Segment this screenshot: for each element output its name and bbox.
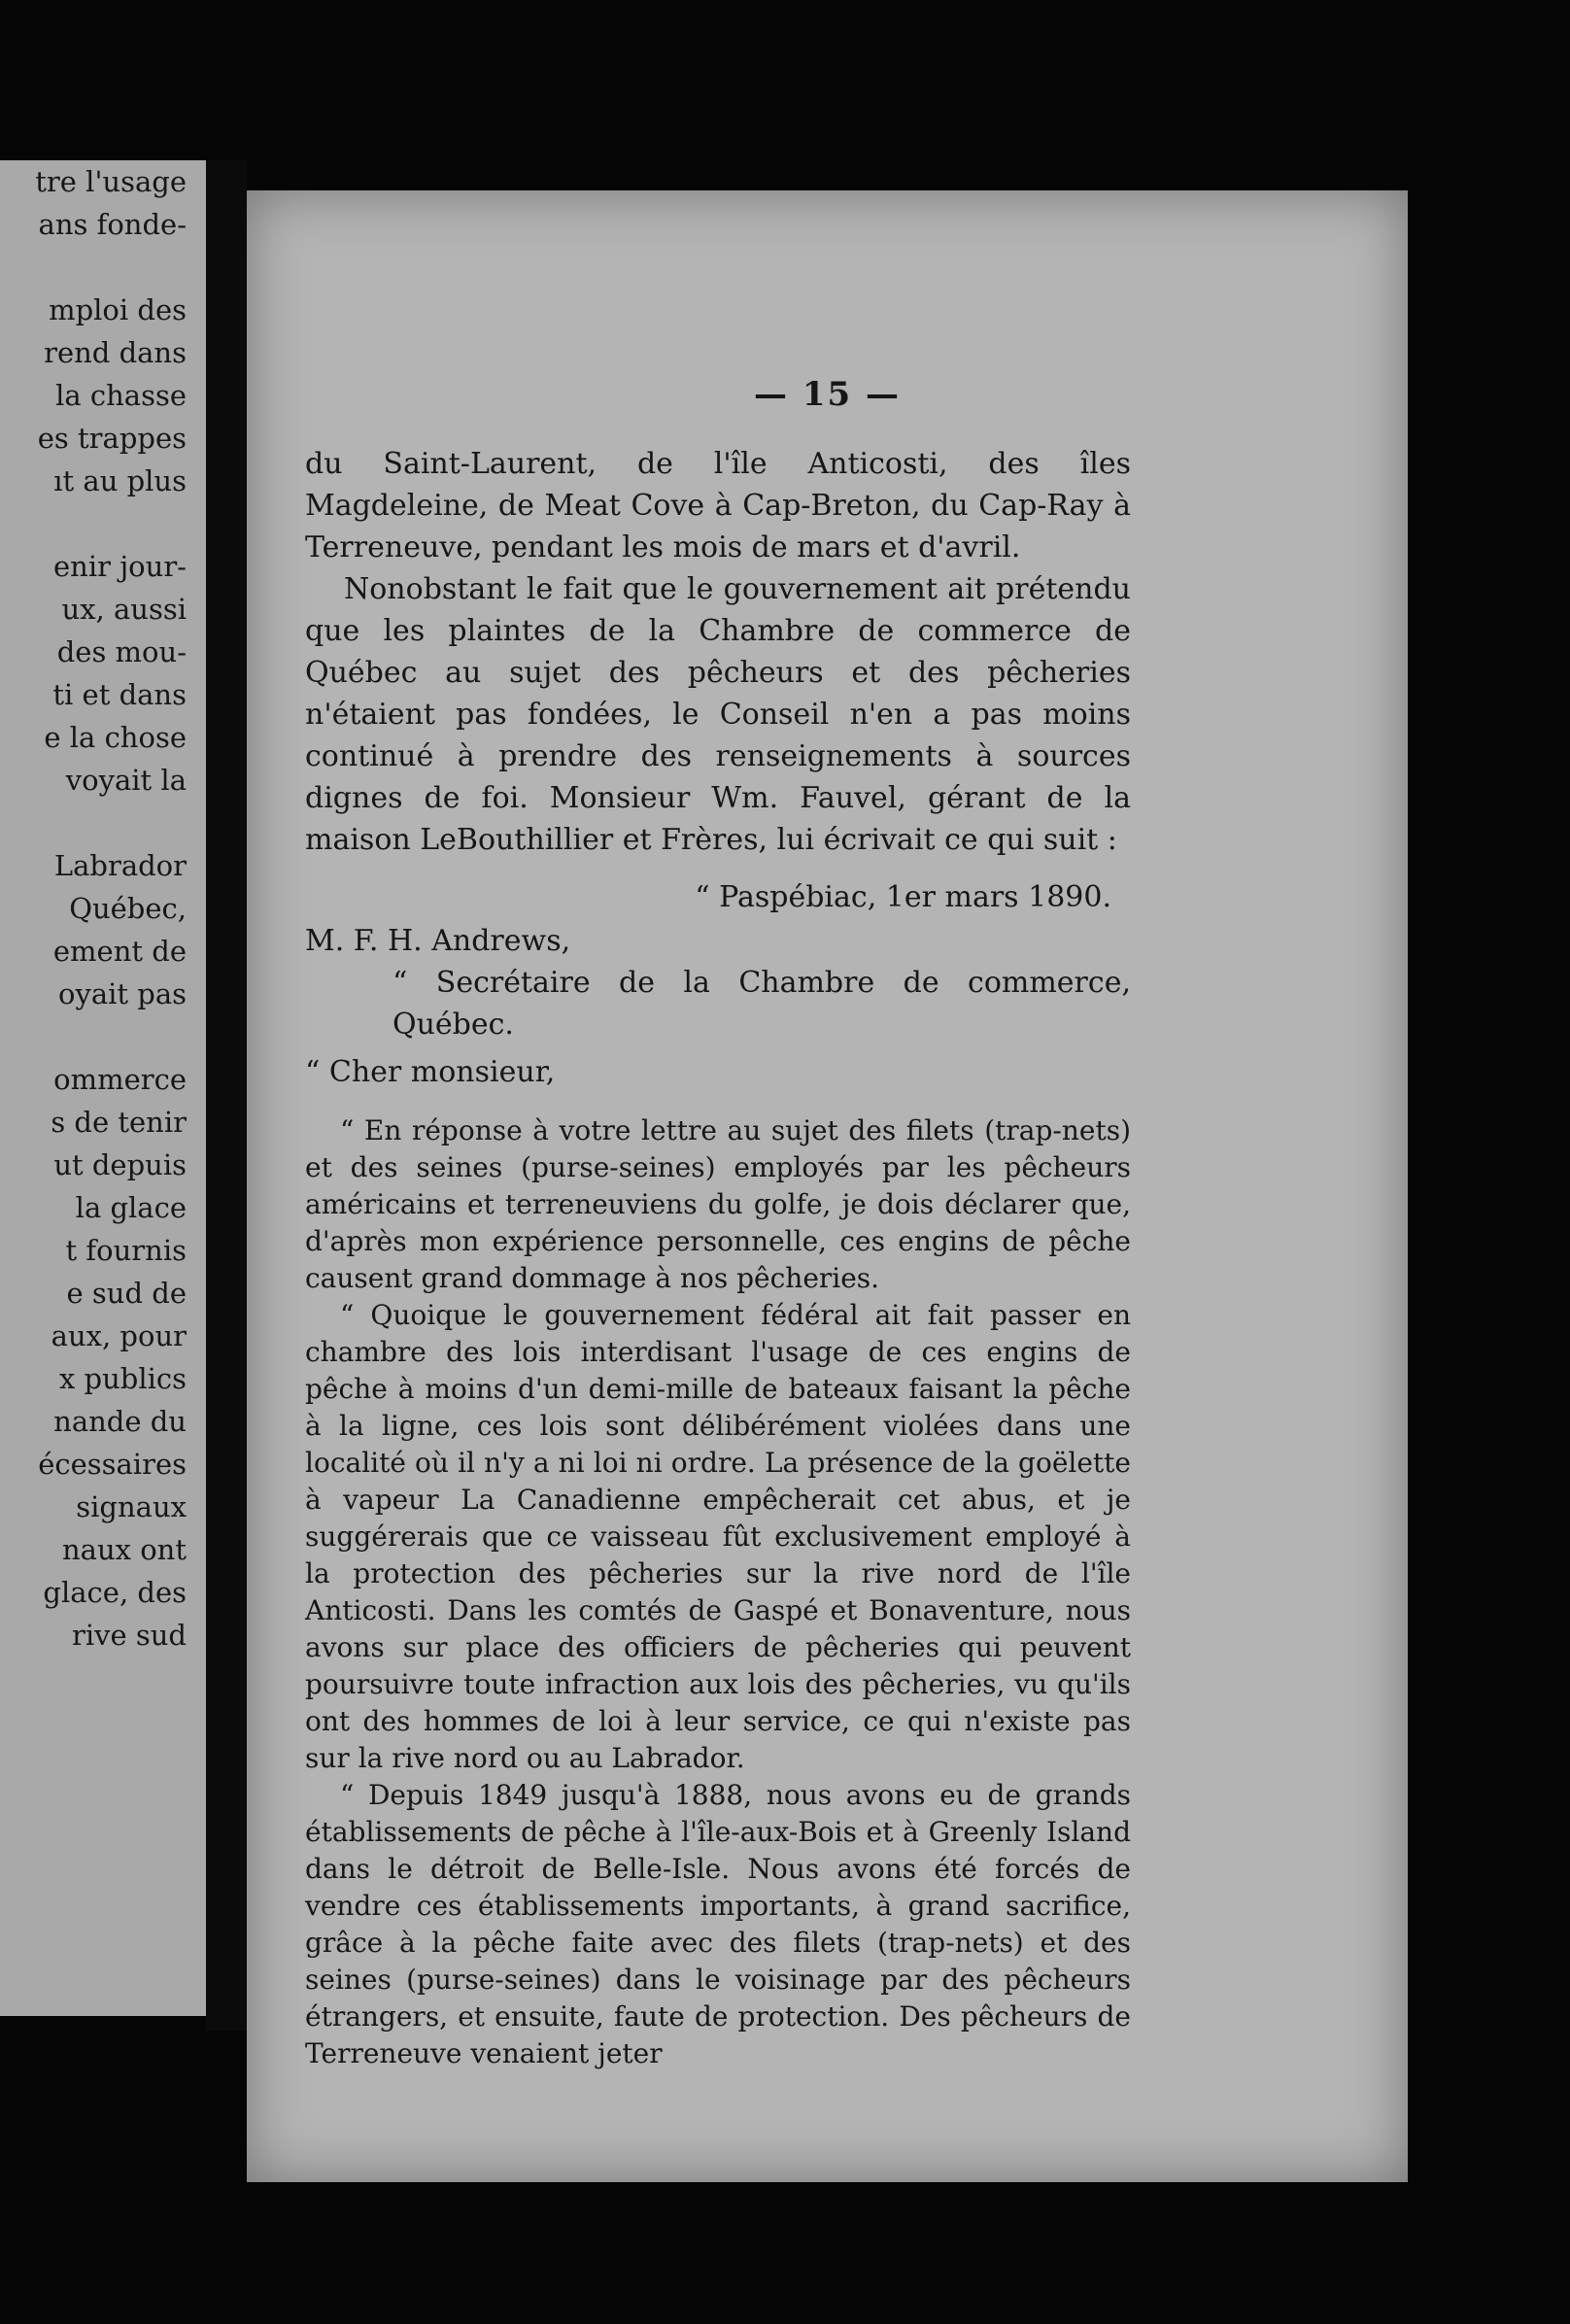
page-gutter	[206, 160, 247, 2031]
letter-addressee: M. F. H. Andrews,	[305, 924, 571, 958]
previous-page-gap	[0, 1015, 187, 1058]
previous-page-line: enir jour-	[53, 550, 187, 583]
previous-page-line: nande du	[53, 1405, 187, 1438]
previous-page-line: e sud de	[66, 1277, 187, 1310]
previous-page-line: ux, aussi	[61, 593, 187, 626]
previous-page-line: rend dans	[44, 336, 187, 369]
previous-page-gap	[0, 246, 187, 289]
previous-page-line: signaux	[76, 1490, 187, 1523]
previous-page-fragment	[0, 160, 206, 2016]
previous-page-line: la chasse	[55, 379, 187, 412]
page	[247, 190, 1408, 2182]
previous-page-line: voyait la	[65, 764, 187, 797]
previous-page-line: s de tenir	[51, 1106, 187, 1139]
previous-page-line: x publics	[58, 1362, 187, 1395]
previous-page-line: es trappes	[37, 422, 187, 455]
previous-page-line: rive sud	[71, 1619, 187, 1652]
previous-page-line: naux ont	[61, 1533, 187, 1566]
previous-page-line: ommerce	[53, 1063, 187, 1096]
page-body	[305, 443, 1131, 2072]
previous-page-line: tre l'usage	[35, 165, 187, 198]
previous-page-line: ans fonde-	[38, 208, 187, 241]
previous-page-line: ti et dans	[52, 678, 187, 711]
previous-page-line: ut depuis	[53, 1148, 187, 1181]
previous-page-line: oyait pas	[57, 977, 187, 1010]
paragraph: Nonobstant le fait que le gouvernement ait prétendu que les plaintes de la Chambre de commerce de Québec au sujet des pêcheurs et des pêcheries n'étaient pas fondées, le Conseil n'en a pas moins continué à prendre des renseignements à sources dignes de foi. Monsieur Wm. Fauvel, gérant de la maison LeBouthillier et Frères, lui écrivait ce qui suit :	[305, 572, 1131, 857]
previous-page-line: ement de	[52, 935, 187, 968]
letter-salutation: “ Cher monsieur,	[305, 1055, 556, 1089]
previous-page-line: e la chose	[44, 721, 187, 754]
previous-page-line: ıt au plus	[53, 464, 187, 497]
previous-page-line: Labrador	[53, 849, 187, 882]
previous-page-line: aux, pour	[51, 1319, 187, 1352]
previous-page-text	[0, 160, 187, 1657]
previous-page-line: la glace	[75, 1191, 187, 1224]
previous-page-line: des mou-	[56, 635, 187, 668]
previous-page-line: Québec,	[69, 892, 187, 925]
letter-dateline: “ Paspébiac, 1er mars 1890.	[695, 880, 1111, 914]
page-number: — 15 —	[754, 375, 901, 414]
previous-page-line: t fournis	[65, 1234, 187, 1267]
letter-addressee-title: “ Secrétaire de la Chambre de commerce, Québec.	[392, 966, 1131, 1042]
letter-body	[305, 1112, 1131, 2072]
previous-page-gap	[0, 802, 187, 844]
letter-paragraph: “ Quoique le gouvernement fédéral ait fait passer en chambre des lois interdisant l'usage de ces engins de pêche à moins d'un demi-mille de bateaux faisant la pêche à la ligne, ces lois sont délibérément violées dans une localité où il n'y a ni loi ni ordre. La présence de la goëlette à vapeur La Canadienne empêcherait cet abus, et je suggérerais que ce vaisseau fût exclusivement employé à la protection des pêcheries sur la rive nord de l'île Anticosti. Dans les comtés de Gaspé et Bonaventure, nous avons sur place des officiers de pêcheries qui peuvent poursuivre toute infraction aux lois des pêcheries, vu qu'ils ont des hommes de loi à leur service, ce qui n'existe pas sur la rive nord ou au Labrador.	[305, 1299, 1131, 1774]
letter-paragraph: “ Depuis 1849 jusqu'à 1888, nous avons eu de grands établissements de pêche à l'île-aux-Bois et à Greenly Island dans le détroit de Belle-Isle. Nous avons été forcés de vendre ces établissements importants, à grand sacrifice, grâce à la pêche faite avec des filets (trap-nets) et des seines (purse-seines) dans le voisinage par des pêcheurs étrangers, et ensuite, faute de protection. Des pêcheurs de Terreneuve venaient jeter	[305, 1779, 1131, 2069]
previous-page-gap	[0, 502, 187, 545]
paragraph-continued: du Saint-Laurent, de l'île Anticosti, des îles Magdeleine, de Meat Cove à Cap-Breton, du Cap-Ray à Terreneuve, pendant les mois de mars et d'avril.	[305, 447, 1131, 564]
previous-page-line: écessaires	[38, 1448, 187, 1481]
letter-paragraph: “ En réponse à votre lettre au sujet des filets (trap-nets) et des seines (purse-seines) employés par les pêcheurs américains et terreneuviens du golfe, je dois déclarer que, d'après mon expérience personnelle, ces engins de pêche causent grand dommage à nos pêcheries.	[305, 1114, 1131, 1294]
previous-page-line: mploi des	[49, 293, 187, 326]
previous-page-line: glace, des	[43, 1576, 187, 1609]
